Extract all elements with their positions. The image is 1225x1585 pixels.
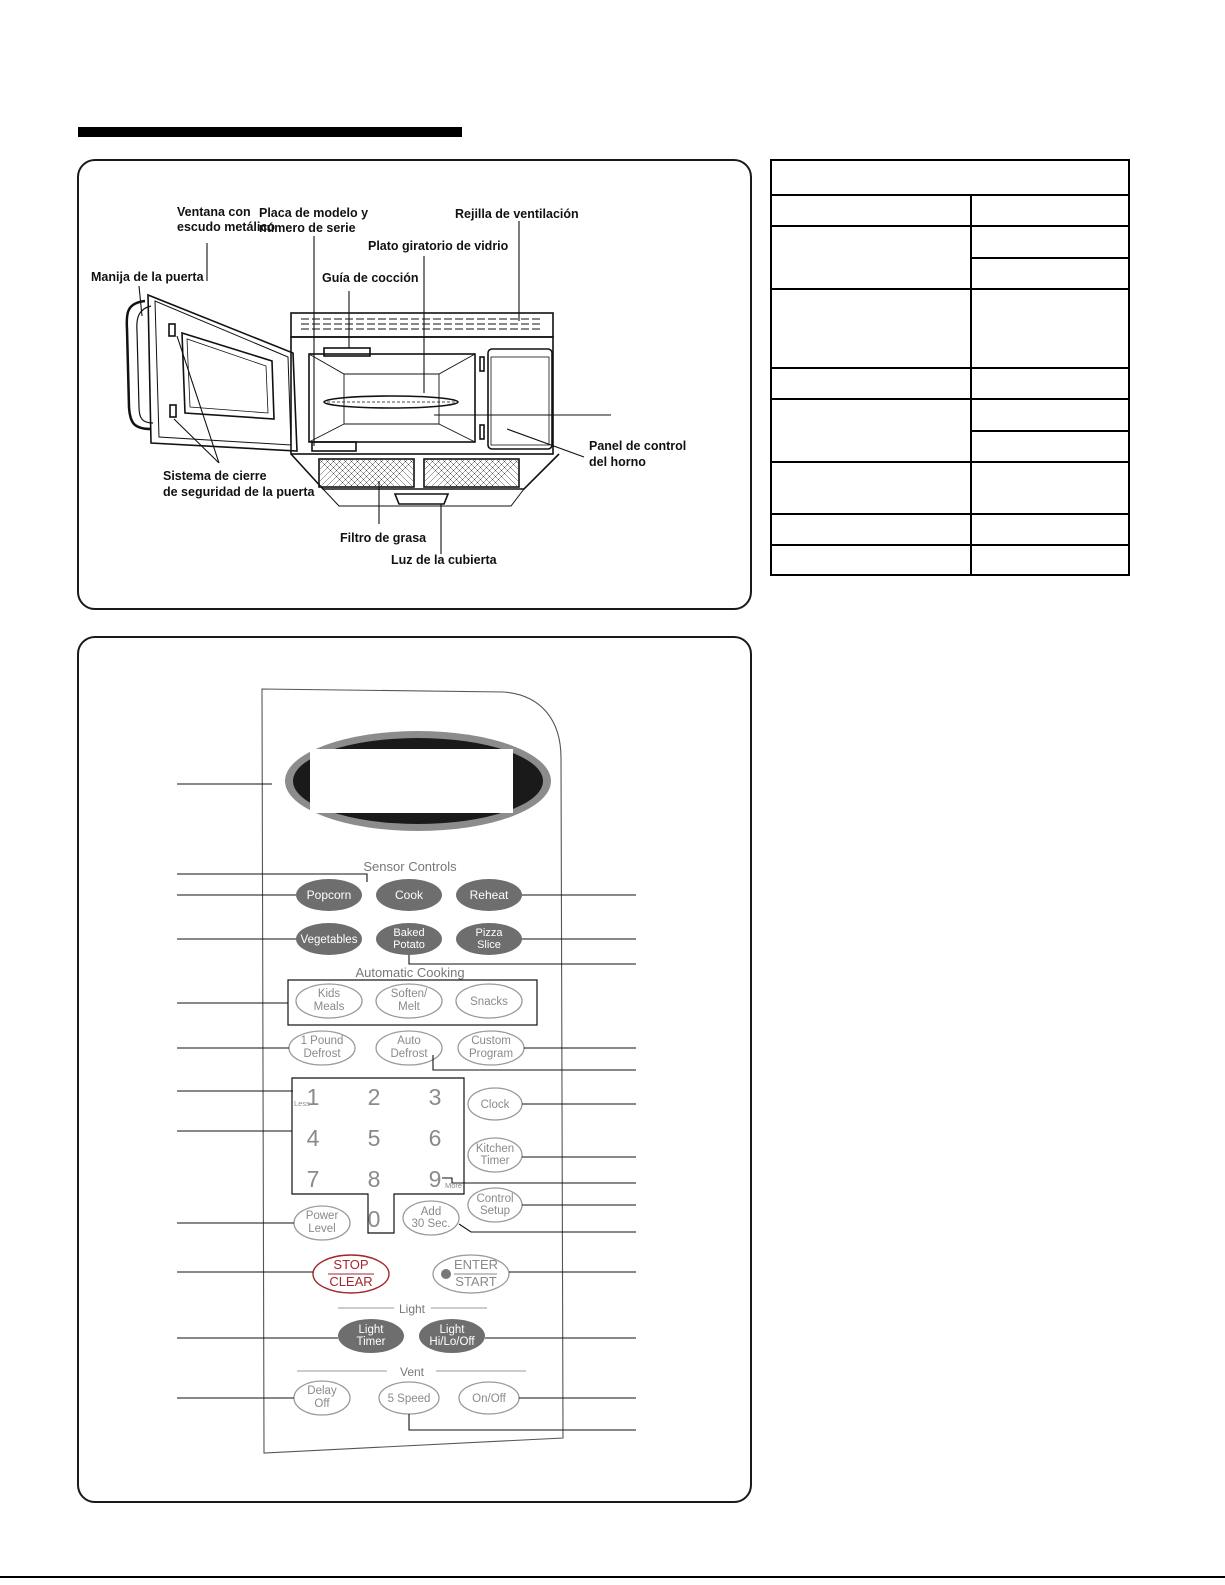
digit-8-key[interactable]: 8 bbox=[367, 1166, 381, 1192]
label-door-lock-line2: de seguridad de la puerta bbox=[163, 485, 315, 499]
label-vent-grille: Rejilla de ventilación bbox=[455, 207, 579, 221]
popcorn-button[interactable] bbox=[296, 879, 362, 911]
label-cooking-guide: Guía de cocción bbox=[322, 271, 419, 285]
svg-text:Defrost: Defrost bbox=[303, 1048, 341, 1060]
lock-icon bbox=[441, 1269, 451, 1279]
digit-3-key[interactable]: 3 bbox=[428, 1084, 442, 1110]
model-serial-plate bbox=[312, 442, 356, 451]
svg-text:Light: Light bbox=[358, 1324, 384, 1336]
svg-text:Level: Level bbox=[308, 1223, 336, 1235]
digit-1-key[interactable]: 1 bbox=[306, 1084, 320, 1110]
power-level-button[interactable]: Power bbox=[305, 1210, 339, 1222]
door-latch-top bbox=[169, 324, 175, 336]
svg-text:CLEAR: CLEAR bbox=[329, 1274, 373, 1289]
digit-6-key[interactable]: 6 bbox=[428, 1125, 442, 1151]
cooktop-light bbox=[395, 494, 448, 504]
svg-text:Timer: Timer bbox=[356, 1336, 386, 1348]
more-label: More bbox=[445, 1181, 463, 1190]
svg-text:Reheat: Reheat bbox=[469, 888, 509, 902]
add-30-sec-button[interactable]: Add bbox=[420, 1206, 442, 1218]
kids-meals-button[interactable]: Kids bbox=[317, 988, 341, 1000]
svg-text:Popcorn: Popcorn bbox=[306, 888, 352, 902]
svg-text:Potato: Potato bbox=[393, 939, 425, 951]
digit-0-key[interactable]: 0 bbox=[367, 1206, 381, 1232]
digit-4-key[interactable]: 4 bbox=[306, 1125, 320, 1151]
delay-off-button[interactable]: Delay bbox=[307, 1385, 337, 1397]
label-glass-turntable: Plato giratorio de vidrio bbox=[368, 239, 509, 253]
label-control-panel-line2: del horno bbox=[589, 455, 646, 469]
five-speed-button[interactable]: 5 Speed bbox=[387, 1393, 431, 1405]
svg-text:Baked: Baked bbox=[393, 927, 425, 939]
control-panel-svg bbox=[79, 638, 754, 1505]
svg-text:Setup: Setup bbox=[479, 1205, 511, 1217]
light-timer-button[interactable] bbox=[338, 1319, 404, 1353]
door-window bbox=[182, 333, 274, 419]
label-window-line2: escudo metálico bbox=[177, 220, 275, 234]
cook-button[interactable] bbox=[376, 879, 442, 911]
svg-text:STOP: STOP bbox=[333, 1257, 369, 1272]
section-title-rule bbox=[78, 127, 462, 137]
control-setup-button[interactable]: Control bbox=[476, 1193, 514, 1205]
snacks-button[interactable]: Snacks bbox=[470, 996, 508, 1008]
svg-text:Pizza: Pizza bbox=[475, 927, 503, 939]
label-model-plate-line2: número de serie bbox=[259, 221, 356, 235]
label-cooktop-light: Luz de la cubierta bbox=[391, 553, 497, 567]
baked-potato-button[interactable] bbox=[376, 923, 442, 955]
svg-text:Program: Program bbox=[468, 1048, 514, 1060]
light-hi-lo-off-button[interactable] bbox=[419, 1319, 485, 1353]
digit-9-key[interactable]: 9 bbox=[428, 1166, 442, 1192]
kitchen-timer-button[interactable]: Kitchen bbox=[475, 1143, 515, 1155]
svg-text:Defrost: Defrost bbox=[390, 1048, 428, 1060]
pizza-slice-button[interactable] bbox=[456, 923, 522, 955]
less-label: Less bbox=[294, 1099, 310, 1108]
digit-5-key[interactable]: 5 bbox=[367, 1125, 381, 1151]
svg-text:Cook: Cook bbox=[394, 888, 424, 902]
svg-text:START: START bbox=[455, 1274, 497, 1289]
custom-program-button[interactable]: Custom bbox=[471, 1035, 511, 1047]
oven-diagram bbox=[79, 161, 754, 612]
soften-melt-button[interactable]: Soften/ bbox=[390, 988, 428, 1000]
spec-table bbox=[770, 159, 1130, 576]
control-panel-diagram bbox=[77, 636, 752, 1503]
oven-diagram-panel bbox=[77, 159, 752, 610]
svg-text:Light: Light bbox=[439, 1324, 465, 1336]
svg-text:30 Sec.: 30 Sec. bbox=[411, 1218, 451, 1230]
vegetables-button[interactable] bbox=[296, 923, 362, 955]
stop-clear-button[interactable] bbox=[313, 1255, 389, 1293]
display-screen bbox=[310, 749, 513, 813]
label-door-lock-line1: Sistema de cierre bbox=[163, 469, 267, 483]
label-window-line1: Ventana con bbox=[177, 205, 251, 219]
auto-defrost-button[interactable]: Auto bbox=[397, 1035, 421, 1047]
vent-heading: Vent bbox=[399, 1365, 425, 1379]
automatic-cooking-heading: Automatic Cooking bbox=[355, 965, 465, 980]
label-control-panel-line1: Panel de control bbox=[589, 439, 687, 453]
svg-text:Slice: Slice bbox=[477, 939, 501, 951]
label-model-plate-line1: Placa de modelo y bbox=[259, 206, 369, 220]
oven-door bbox=[148, 295, 297, 451]
digit-7-key[interactable]: 7 bbox=[306, 1166, 320, 1192]
reheat-button[interactable] bbox=[456, 879, 522, 911]
vent-on-off-button[interactable]: On/Off bbox=[472, 1393, 506, 1405]
sensor-controls-heading: Sensor Controls bbox=[363, 859, 457, 874]
digit-2-key[interactable]: 2 bbox=[367, 1084, 381, 1110]
svg-text:Timer: Timer bbox=[480, 1155, 510, 1167]
light-heading: Light bbox=[398, 1302, 426, 1316]
svg-text:Off: Off bbox=[314, 1398, 330, 1410]
svg-text:Melt: Melt bbox=[398, 1001, 420, 1013]
one-pound-defrost-button[interactable]: 1 Pound bbox=[300, 1035, 344, 1047]
svg-text:ENTER: ENTER bbox=[453, 1257, 499, 1272]
svg-text:Hi/Lo/Off: Hi/Lo/Off bbox=[429, 1336, 475, 1348]
label-grease-filter: Filtro de grasa bbox=[340, 531, 427, 545]
svg-text:Meals: Meals bbox=[313, 1001, 345, 1013]
svg-text:Vegetables: Vegetables bbox=[300, 934, 358, 946]
door-latch-bottom bbox=[170, 405, 176, 417]
clock-button[interactable]: Clock bbox=[480, 1099, 510, 1111]
label-door-handle: Manija de la puerta bbox=[91, 270, 204, 284]
vent-grille-housing bbox=[291, 313, 553, 337]
footer-rule bbox=[0, 1576, 1225, 1578]
